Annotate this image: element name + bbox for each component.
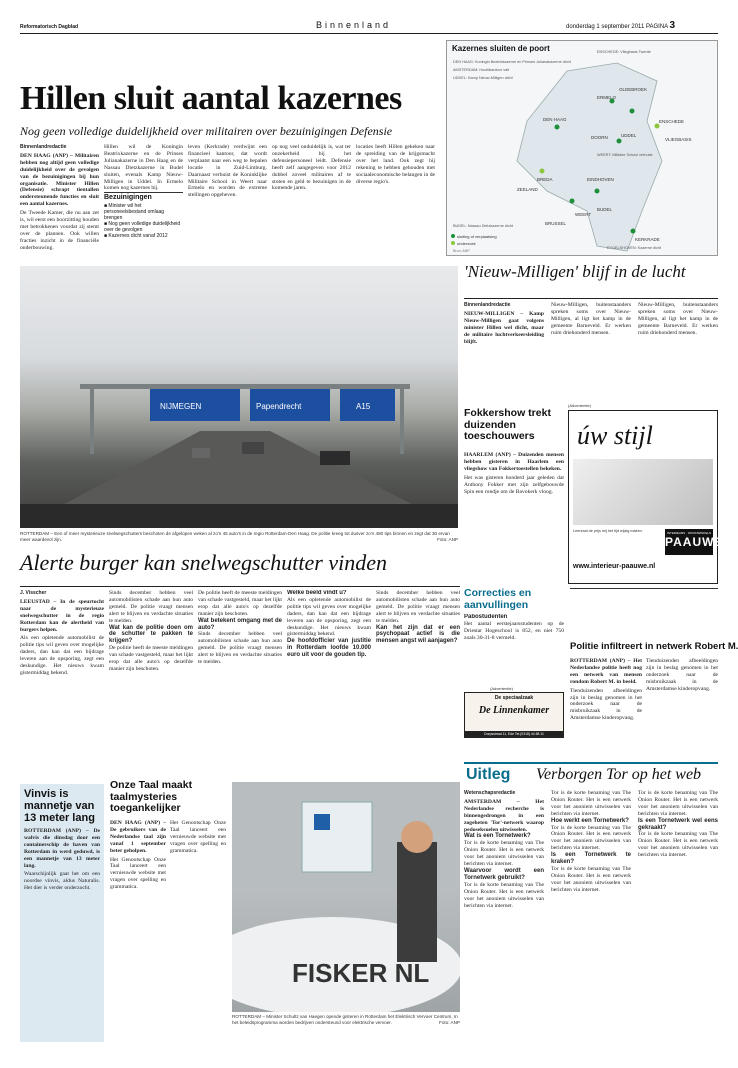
article4-title: Fokkershow trekt duizenden toeschouwers <box>464 407 551 442</box>
question: Is een Tornetwerk wel eens gekraakt? <box>638 817 718 831</box>
lead-text: NIEUW-MILLIGEN – Kamp Nieuw-Milligen gaat volgens minister Hillen wel dicht, maar de militaire luchtverkeersleiding blijft. <box>464 310 544 345</box>
body-text: Tienduizenden afbeeldingen zijn in beslag genomen in het onderzoek naar de misbruikzaak in de Amsterdamse kinderopvang. <box>570 687 642 722</box>
dashboard <box>20 504 458 528</box>
body-text: De politie heeft de meeste meldingen van schade vastgesteld, maar het lijkt erop dat alle auto's op dezelfde manier zijn beschoten. <box>198 590 282 617</box>
lead-col-1 <box>20 144 99 252</box>
question: Wat betekent omgang met de auto? <box>198 617 282 631</box>
legend-dot <box>451 234 455 238</box>
photo-svg <box>20 266 458 528</box>
map-point <box>570 199 575 204</box>
corrections-subtitle: Pabostudenten <box>464 614 508 620</box>
corrections-body <box>464 614 564 684</box>
question: Wat kan de politie doen om de schutter te pakken te krijgen? <box>109 624 193 645</box>
fisker-photo <box>232 782 460 1012</box>
ad-image <box>573 459 713 525</box>
gantry-post <box>400 384 404 454</box>
ad2-address: Dorpsstraat 11, Ede Tel.(0318) 44 88 11 <box>465 731 563 737</box>
ad-tagline: INTERIEURS · WOONWINKELS <box>666 531 711 535</box>
lead-col-4 <box>272 144 351 252</box>
map-note: ENSCHEDE: Vliegbasis Twente <box>597 50 651 54</box>
legend-label: sluiting of verplaatsing <box>457 234 497 239</box>
ad2-name: De Linnenkamer <box>478 705 550 716</box>
lead-text: ROTTERDAM (ANP) – De walvis die dinsdag door een containerschip de haven van Rotterdam in werd geduwd, is een mannetje van 13 meter lang. <box>24 828 100 869</box>
byline: Binnenlandredactie <box>464 302 511 308</box>
body-text: Het aantal eerstejaarsstudenten op de Driestar Hogeschool is 852, en niet 750 zoals 30-31-8 vermeld. <box>464 620 564 641</box>
body-text: De politie heeft de meeste meldingen van schade vastgesteld, maar het lijkt erop dat alle auto's op dezelfde manier zijn beschoten. <box>109 645 193 672</box>
lead-text: ROTTERDAM (ANP) – Het Nederlandse politie heeft nog een netwerk van mensen rondom Robert M. in beeld. <box>570 658 642 685</box>
map-svg <box>447 41 717 255</box>
map-source: Bron: ANP <box>453 249 470 253</box>
map-note: DEN HAAG: Koningin Beatrixkazerne en Prinses Julianakazerne dicht <box>453 60 571 64</box>
body-text: Tor is de korte benaming van The Onion Router. Het is een netwerk voor het anoniem uitwisselen van berichten via internet. <box>638 790 718 817</box>
body-text: op nog veel onduidelijk is, wat ter onzekerheid bij het defensiepersoneel leidt. Defensie heeft zelf aangegeven voor 2012 dubbel zoveel militairen af te stoten en geld te bezuinigen in de komende jaren. <box>272 144 351 192</box>
lead-col-3 <box>188 144 267 252</box>
corrections-title: Correcties en aanvullingen <box>464 587 532 611</box>
body-text: Tor is de korte benaming van The Onion Router. Het is een netwerk voor het anoniem uitwisselen van berichten via internet. <box>551 865 631 893</box>
article2-col1 <box>464 302 544 400</box>
body-text: Tor is de korte benaming van The Onion Router. Het is een netwerk voor het anoniem uitwisselen van berichten via internet. <box>464 881 544 909</box>
charging-station <box>302 802 372 872</box>
uitleg-label: Uitleg <box>466 766 511 783</box>
article4-body <box>464 452 564 580</box>
photo-credit: Foto: ANP <box>437 536 458 542</box>
photo2-svg <box>232 782 460 1012</box>
body-text: Als een opletende automobilist de politie tips wil geven over mogelijke daders, dan kan dat een bijdrage leveren aan de opsporing, zegt een deskundige. Het nieuws kwam gistermiddag bekend. <box>287 596 371 638</box>
person <box>397 842 437 962</box>
body-text: Sinds december hebben veel automobilisten schade aan hun auto gemeld. De politie vraagt mensen alert te blijven en verdachte situaties te melden. <box>198 631 282 666</box>
highway-photo <box>20 266 458 528</box>
uitleg-col3 <box>638 790 718 1040</box>
map-note: BUDEL: Nassau Dietzkazerne dicht <box>453 224 513 228</box>
body-text: Het Genootschap Onze Taal lanceert een vernieuwde website met vragen over spelling en grammatica. <box>110 856 166 891</box>
photo1-caption <box>20 531 458 545</box>
city-label: KERKRADE <box>635 237 660 242</box>
body-text: Tor is de korte benaming van The Onion Router. Het is een netwerk voor het anoniem uitwisselen van berichten via internet. <box>551 790 631 817</box>
city-label: BREDA <box>537 177 553 182</box>
body-text: Het Genootschap Onze Taal lanceert een vernieuwde website met vragen over spelling en grammatica. <box>170 820 226 854</box>
map-note: EYGELSHOVEN: Kazerne dicht <box>607 246 662 250</box>
article3-col2 <box>109 590 193 756</box>
lead-text: HAARLEM (ANP) – Duizenden mensen hebben gisteren in Haarlem een vliegshow van Fokkertoestellen bekeken. <box>464 452 564 472</box>
question: Welke beeld vindt u? <box>287 590 347 596</box>
body-text: Nieuw-Milligen, buitenstaanders spreken soms over Nieuw-Milligen, al ligt het kamp in de gemeente Barneveld. Er werken ruim driehonderd mensen. <box>638 302 718 336</box>
map-note: UDDEL: Kamp Nieuw-Milligen dicht <box>453 76 513 80</box>
map-point <box>630 109 635 114</box>
vinvis-box <box>20 784 104 1042</box>
uitleg-col2 <box>551 790 631 1040</box>
city-label: ZEELAND <box>517 187 538 192</box>
body-text: Tor is de korte benaming van The Onion Router. Het is een netwerk voor het anoniem uitwisselen van berichten via internet. <box>464 840 544 868</box>
page-title: Hillen sluit aantal kazernes <box>20 80 402 117</box>
city-label: DEN HAAG <box>543 117 567 122</box>
parking-sign <box>314 814 330 830</box>
car <box>242 442 264 454</box>
lead-subtitle: Nog geen volledige duidelijkheid over militairen over bezuinigingen Defensie <box>20 124 393 138</box>
map-point <box>617 139 622 144</box>
map-point <box>555 125 560 130</box>
body-text: Tienduizenden afbeeldingen zijn in beslag genomen in het onderzoek naar de misbruikzaak in de Amsterdamse kinderopvang. <box>646 658 718 692</box>
question: Kan het zijn dat er een psychopaat actief is die mensen angst wil aanjagen? <box>376 624 460 645</box>
ad-text: Leerzaal de prijs mij het tijd wijzig maken. <box>573 529 643 533</box>
date-line <box>566 20 675 31</box>
city-label: ENSCHEDE <box>659 119 685 124</box>
article3-col4 <box>287 590 371 756</box>
article3-title: Alerte burger kan snelwegschutter vinden <box>20 550 387 575</box>
body-text: Tor is de korte benaming van The Onion Router. Het is een netwerk voor het anoniem uitwisselen van berichten via internet. <box>551 824 631 852</box>
byline: J. Visscher <box>20 590 47 596</box>
body-text: Sinds december hebben veel automobilisten schade aan hun auto gemeld. De politie vraagt mensen alert te blijven en verdachte situaties te melden. <box>376 590 460 624</box>
article3-col5 <box>376 590 460 756</box>
lead-col-5 <box>356 144 435 252</box>
body-text: leven (Kerkrade) verdwijnt een financieel kantoor, dat wordt verplaatst naar een weg te bepalen locatie in Zuid-Limburg. Daarnaast verhuist de Koninklijke Militaire School in Weert naar Ermelo en worden de extreme stellingen opgeheven. <box>188 144 267 199</box>
car-lettering: FISKER NL <box>292 958 430 988</box>
header-rule <box>20 33 718 34</box>
person-head <box>401 821 433 853</box>
article3-col3 <box>198 590 282 756</box>
box-item: ■ Nog geen volledige duidelijkheid over de gevolgen <box>104 221 181 233</box>
article2-title: 'Nieuw-Milligen' blijf in de lucht <box>464 262 686 281</box>
article7-title: Onze Taal maakt taalmysteries toegankelijker <box>110 779 193 814</box>
lead-text: DEN HAAG (ANP) – De gebruikers van de Nederlandse taal zijn vanaf 1 september beter geholpen. <box>110 820 166 854</box>
rule <box>570 588 718 589</box>
ad-slogan: úw stijl <box>577 421 653 450</box>
box-item: ■ Kazernes dicht vanaf 2012 <box>104 233 168 239</box>
caption-text: ROTTERDAM – Minister Schultz van Haegen opende gisteren in Rotterdam het Elektrisch Vervoer Centrum. In het beleidsprogramma worden bedrijven ondersteund voor elektrische vervoer. <box>232 1014 458 1025</box>
body-text: Tor is de korte benaming van The Onion Router. Het is een netwerk voor het anoniem uitwisselen van berichten via internet. <box>638 831 718 859</box>
sign-text: A15 <box>356 402 371 411</box>
body-text: De Tweede Kamer, die nu aan zet is, wil eerst een hoorzitting houden met betrokkenen voordat zij stemt over de plannen. Ook willen fracties inzicht in de financiële onderbouwing. <box>20 210 99 251</box>
page-number: 3 <box>669 20 676 31</box>
paauwe-ad[interactable] <box>568 410 724 584</box>
article6-body <box>24 828 100 1028</box>
question: Waarvoor wordt een Tornetwerk gebruikt? <box>464 867 544 881</box>
box-item: ■ Minister wil het personeelsbestand omlaag brengen <box>104 203 165 221</box>
body-text: Hillen wil de Koningin Beatrixkazerne en de Prinses Julianakazerne in Den Haag en de Nassau Dietzkazerne in Budel sluiten, evenals Kamp Nieuw-Milligen in Uddel. In Ermelo komen nog kazernes bij. <box>104 144 183 192</box>
byline: Wetenschapsredactie <box>464 790 516 796</box>
question: Is een Tornetwerk te kraken? <box>551 852 631 866</box>
article5-title: Politie infiltreert in netwerk Robert M. <box>570 641 738 652</box>
question: Wat is een Tornetwerk? <box>464 833 531 840</box>
article2-col3 <box>638 302 718 400</box>
rule <box>464 298 718 299</box>
map-note: WEERT: Militaire School verhuist <box>597 153 653 157</box>
map-note: AMSTERDAM: Hoofdkantoor valt <box>453 68 510 72</box>
linnenkamer-ad[interactable] <box>464 692 564 738</box>
body-text: Als een opletende automobilist de politie tips wil geven over mogelijke daders, dan kan dat een bijdrage leveren aan de opsporing, zegt een deskundige. Het nieuws kwam gistermiddag bekend. <box>20 635 104 676</box>
legend-dot <box>451 241 455 245</box>
body-text: Sinds december hebben veel automobilisten schade aan hun auto gemeld. De politie vraagt mensen alert te blijven en verdachte situaties te melden. <box>109 590 193 624</box>
city-label: DOORN <box>591 135 608 140</box>
lead-col-2 <box>104 144 183 194</box>
lead-text: LEEUSTAD – In de speurtocht naar de mysterieuze snelwegschutter in de regio Rotterdam kan de alertheid van burgers helpen. <box>20 598 104 633</box>
article7-col2 <box>170 820 226 1016</box>
gantry-post <box>90 384 94 454</box>
city-label: WEERT <box>575 212 592 217</box>
question: Hoe werkt een Tornetwerk? <box>551 817 629 824</box>
kazernes-map <box>446 40 718 256</box>
article2-col2 <box>551 302 631 400</box>
lead-text: DEN HAAG (ANP) – Militairen hebben nog altijd geen volledige duidelijkheid over de gevolgen van de bezuinigingen bij hun organisatie. Minister Hillen (Defensie) schrapt tientallen ondersteunende functies en sluit een aantal kazernes. <box>20 152 99 208</box>
section-label: Binnenland <box>316 20 392 30</box>
ad2-label: (Advertentie) <box>490 686 513 691</box>
ad-brand: PAAUWE <box>665 535 724 549</box>
date-text: donderdag 1 september 2011 PAGINA <box>566 24 668 30</box>
ad2-shop: De speciaalzaak <box>494 695 534 701</box>
ad-brand-box <box>665 529 724 555</box>
lead-text: AMSTERDAM – Het Nederlandse recherche is binnengedrongen in een zogeheten 'Tor'-netwerk waarop pedoseksuelen uitwisselen. <box>464 798 544 833</box>
rule <box>20 586 460 587</box>
ad-website[interactable]: www.interieur-paauwe.nl <box>573 563 656 570</box>
city-label: BRUSSEL <box>545 221 567 226</box>
bezuinigingen-box <box>104 192 183 252</box>
map-point <box>655 124 660 129</box>
map-point <box>631 229 636 234</box>
article3-col1 <box>20 590 104 756</box>
map-title: Kazernes sluiten de poort <box>452 44 550 53</box>
article6-title: Vinvis is mannetje van 13 meter lang <box>24 788 95 824</box>
ad-label: (Advertentie) <box>568 403 591 408</box>
city-label: UDDEL <box>621 133 637 138</box>
article5-col2 <box>646 658 718 756</box>
body-text: Waarschijnlijk gaat het om een noordse vinvis, aldus Naturalis. Het dier is verder onderzocht. <box>24 871 100 892</box>
city-label: ERMELO <box>597 95 617 100</box>
map-point <box>595 189 600 194</box>
sign-gantry <box>80 384 410 389</box>
map-point <box>540 169 545 174</box>
body-text: Het was gisteren honderd jaar geleden dat Anthony Fokker met zijn zelfgebouwde Spin een rondje om de Bavokerk vloog. <box>464 474 564 495</box>
city-label: EINDHOVEN <box>587 177 614 182</box>
article5-col1 <box>570 658 642 756</box>
sign-text: Papendrecht <box>256 402 302 411</box>
box-title: Bezuinigingen <box>104 192 183 201</box>
car <box>192 448 210 458</box>
paper-name: Reformatorisch Dagblad <box>20 24 79 30</box>
article7-col1 <box>110 820 166 1016</box>
photo-credit: Foto: ANP <box>439 1019 460 1025</box>
car <box>320 451 350 465</box>
body-text: Nieuw-Milligen, buitenstaanders spreken soms over Nieuw-Milligen, al ligt het kamp in de gemeente Barneveld. Er werken ruim driehonderd mensen. <box>551 302 631 336</box>
city-label: VLIEGBASIS <box>665 137 692 142</box>
caption-text: ROTTERDAM – Een of meer mysterieuze snelwegschutters beschoten de afgelopen weken al zo'n 45 auto's in de regio Rotterdam-Den Haag. De politie kreeg tot dusver zo'n 480 tips binnen en zegt dat 30 ervan meer waardevol zijn. <box>20 531 450 542</box>
question: De hoofdofficier van justitie in Rotterdam loofde 10.000 euro uit voor de gouden tip. <box>287 638 371 659</box>
legend-label: onderzoek <box>457 241 476 246</box>
uitleg-header <box>464 762 718 784</box>
city-label: OLDEBROEK <box>619 87 648 92</box>
photo2-caption <box>232 1014 460 1040</box>
byline: Binnenlandredactie <box>20 144 67 150</box>
body-text: locaties heeft Hillen gekeken naar de spreiding van de krijgsmacht over het land. Ook zegt hij rekening te hebben gehouden met sociaaleconomische belangen in de diverse regio's. <box>356 144 435 185</box>
city-label: BUDEL <box>597 207 613 212</box>
sign-text: NIJMEGEN <box>160 402 202 411</box>
uitleg-title: Verborgen Tor op het web <box>536 766 702 783</box>
uitleg-col1 <box>464 790 544 1040</box>
